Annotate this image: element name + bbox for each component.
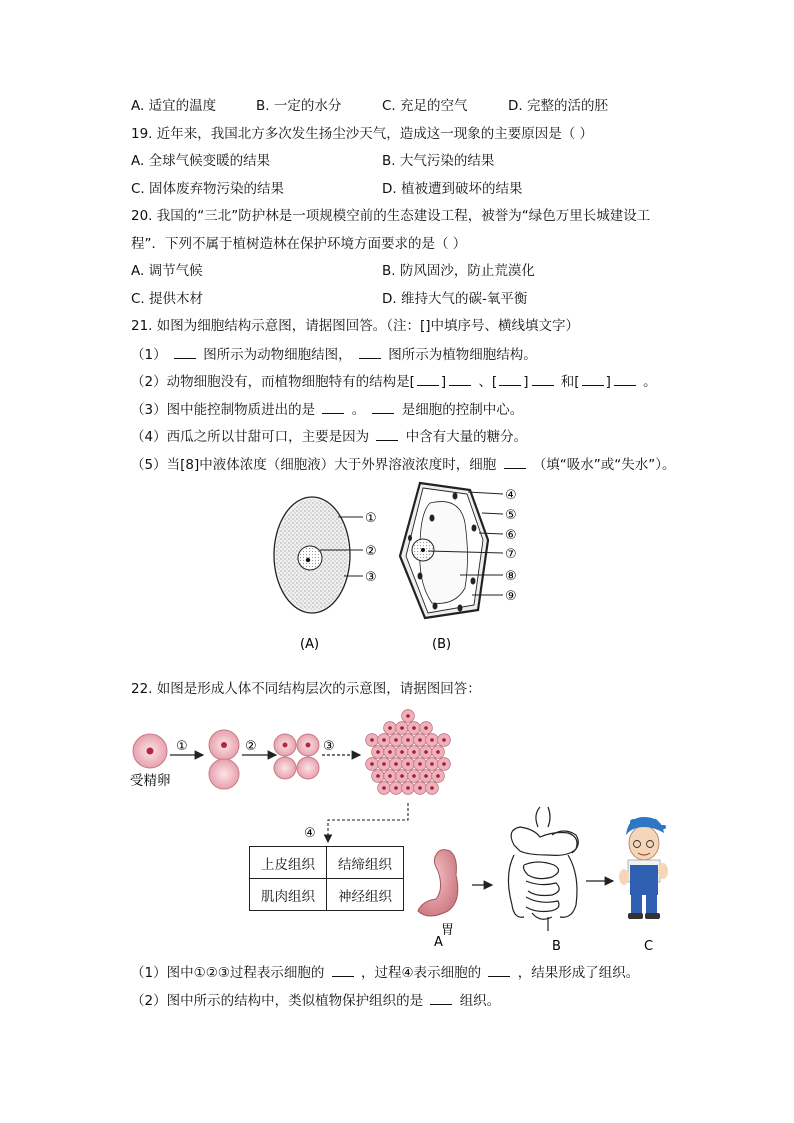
q22-sub1-text1: （1）图中①②③过程表示细胞的 <box>131 965 325 981</box>
cell-nucleus <box>412 726 416 730</box>
fertilized-egg-label: 受精卵 <box>130 773 171 789</box>
q19-option-a: A. 全球气候变暖的结果 <box>131 153 271 169</box>
label-7: ⑦ <box>505 547 517 562</box>
label-8: ⑧ <box>505 569 517 584</box>
cell-nucleus <box>430 786 434 790</box>
q21-sub2: （2）动物细胞没有，而植物细胞特有的结构是[ ] 、[ ] 和[ ] 。 <box>131 374 657 390</box>
tissue-connective: 结缔组织 <box>327 847 404 879</box>
cell-nucleus <box>388 750 392 754</box>
fertilized-egg <box>133 734 167 768</box>
q21-sub5-text2: （填“吸水”或“失水”）。 <box>532 457 676 473</box>
two-cells <box>209 730 239 789</box>
cell-nucleus <box>406 762 410 766</box>
q21-sub1 <box>131 345 537 364</box>
cell-structure-diagram <box>260 478 560 658</box>
q22-sub2-text2: 组织。 <box>459 993 501 1009</box>
q21-stem: 21. 如图为细胞结构示意图，请据图回答。（注：[]中填序号、横线填文字） <box>131 318 580 334</box>
cell-nucleus <box>400 726 404 730</box>
q22-sub1 <box>131 963 639 982</box>
q21-sub5-text1: （5）当[8]中液体浓度（细胞液）大于外界溶液浓度时，细胞 <box>131 457 497 473</box>
answer-blank[interactable] <box>417 372 439 386</box>
cell-nucleus <box>370 762 374 766</box>
answer-blank[interactable] <box>582 372 604 386</box>
label-5: ⑤ <box>505 508 517 523</box>
label-6: ⑥ <box>505 528 517 543</box>
cell-nucleus <box>406 738 410 742</box>
caption-b: (B) <box>432 637 452 652</box>
cell-nucleus <box>436 774 440 778</box>
label-2: ② <box>365 544 377 559</box>
q20-stem-line1: 20. 我国的“三北”防护林是一项规模空前的生态建设工程，被誉为“绿色万里长城建设工 <box>131 208 651 224</box>
q21-sub3-text3: 是细胞的控制中心。 <box>401 402 524 418</box>
four-cells <box>274 734 319 779</box>
answer-blank[interactable] <box>332 963 354 977</box>
cell-nucleus <box>430 762 434 766</box>
cell-nucleus <box>406 714 410 718</box>
tissue-muscle: 肌肉组织 <box>250 879 327 911</box>
label-1: ① <box>365 511 377 526</box>
answer-blank[interactable] <box>504 455 526 469</box>
q21-sub3-text2: 。 <box>351 402 366 418</box>
cell-nucleus <box>394 738 398 742</box>
cell-nucleus <box>424 774 428 778</box>
q21-sub1-num: （1） <box>131 347 167 363</box>
letter-b: B <box>552 939 561 954</box>
letter-c: C <box>644 939 654 954</box>
q20-option-d: D. 维持大气的碳-氧平衡 <box>382 291 528 307</box>
q19-option-d: D. 植被遭到破坏的结果 <box>382 181 523 197</box>
q21-sub2-text1: （2）动物细胞没有，而植物细胞特有的结构是[ <box>131 374 415 390</box>
cell-nucleus <box>388 774 392 778</box>
q20-stem-line2: 程”．下列不属于植树造林在保护环境方面要求的是（ ） <box>131 236 467 252</box>
cell-nucleus <box>376 750 380 754</box>
q21-sub3-text1: （3）图中能控制物质进出的是 <box>131 402 316 418</box>
q19-option-b: B. 大气污染的结果 <box>382 153 495 169</box>
cell-nucleus <box>400 774 404 778</box>
q20-option-c: C. 提供木材 <box>131 291 204 307</box>
plant-cell-b <box>400 483 503 618</box>
cell-nucleus <box>418 762 422 766</box>
cell-nucleus <box>376 774 380 778</box>
cell-nucleus <box>382 786 386 790</box>
stomach-organ <box>418 850 458 916</box>
tissue-epithelial: 上皮组织 <box>250 847 327 879</box>
step-3: ③ <box>323 739 335 754</box>
q21-sub4-text2: 中含有大量的糖分。 <box>405 429 528 445</box>
answer-blank[interactable] <box>488 963 510 977</box>
q21-sub2-text2: 、[ <box>478 374 498 390</box>
q21-sub4-text1: （4）西瓜之所以甘甜可口，主要是因为 <box>131 429 370 445</box>
digestive-system <box>508 807 578 931</box>
q22-stem: 22. 如图是形成人体不同结构层次的示意图，请据图回答： <box>131 681 481 697</box>
q18-option-a: A. 适宜的温度 <box>131 98 217 114</box>
cell-nucleus <box>424 750 428 754</box>
answer-blank[interactable] <box>614 372 636 386</box>
cell-nucleus <box>382 738 386 742</box>
q22-sub2-text1: （2）图中所示的结构中，类似植物保护组织的是 <box>131 993 424 1009</box>
stomach-label: 胃 <box>441 923 455 938</box>
q19-option-c: C. 固体废弃物污染的结果 <box>131 181 285 197</box>
cell-nucleus <box>442 762 446 766</box>
body-structure-diagram <box>128 705 673 955</box>
answer-blank[interactable] <box>322 400 344 414</box>
label-3: ③ <box>365 570 377 585</box>
q21-sub2-text3: 和[ <box>560 374 580 390</box>
cell-nucleus <box>370 738 374 742</box>
q22-sub1-text2: ，过程④表示细胞的 <box>361 965 482 981</box>
cell-nucleus <box>394 762 398 766</box>
q21-sub2-text4: 。 <box>643 374 657 390</box>
cell-nucleus <box>394 786 398 790</box>
cell-nucleus <box>412 774 416 778</box>
letter-a: A <box>434 935 443 950</box>
cell-nucleus <box>400 750 404 754</box>
q21-sub1-text2: 图所示为植物细胞结构。 <box>388 347 537 363</box>
answer-blank[interactable] <box>532 372 554 386</box>
q18-option-d: D. 完整的活的胚 <box>508 98 608 114</box>
cell-nucleus <box>412 750 416 754</box>
cell-nucleus <box>436 750 440 754</box>
caption-a: (A) <box>300 637 320 652</box>
person-figure <box>619 817 668 919</box>
step-2: ② <box>245 739 257 754</box>
step-4: ④ <box>304 826 316 841</box>
cell-nucleus <box>418 786 422 790</box>
cell-mass <box>366 710 451 795</box>
cell-nucleus <box>382 762 386 766</box>
q21-sub3 <box>131 400 523 419</box>
answer-blank[interactable] <box>376 427 398 441</box>
answer-blank[interactable] <box>372 400 394 414</box>
answer-blank[interactable] <box>359 345 381 359</box>
answer-blank[interactable] <box>174 345 196 359</box>
q18-option-c: C. 充足的空气 <box>382 98 468 114</box>
q18-option-b: B. 一定的水分 <box>256 98 342 114</box>
q20-option-b: B. 防风固沙，防止荒漠化 <box>382 263 535 279</box>
answer-blank[interactable] <box>430 991 452 1005</box>
cell-nucleus <box>406 786 410 790</box>
q21-sub4 <box>131 427 527 446</box>
q20-option-a: A. 调节气候 <box>131 263 203 279</box>
cell-nucleus <box>430 738 434 742</box>
q22-sub2 <box>131 991 500 1010</box>
label-9: ⑨ <box>505 589 517 604</box>
q22-sub1-text3: ，结果形成了组织。 <box>517 965 640 981</box>
tissue-table <box>249 846 404 911</box>
step-1: ① <box>176 739 188 754</box>
cell-nucleus <box>388 726 392 730</box>
animal-cell-a <box>274 497 363 613</box>
cell-nucleus <box>418 738 422 742</box>
tissue-nerve: 神经组织 <box>327 879 404 911</box>
q21-sub5 <box>131 455 676 474</box>
answer-blank[interactable] <box>449 372 471 386</box>
q19-stem: 19. 近年来，我国北方多次发生扬尘沙天气，造成这一现象的主要原因是（ ） <box>131 126 594 142</box>
cell-nucleus <box>442 738 446 742</box>
cell-nucleus <box>424 726 428 730</box>
q21-sub1-text1: 图所示为动物细胞结图， <box>203 347 352 363</box>
answer-blank[interactable] <box>499 372 521 386</box>
label-4: ④ <box>505 488 517 503</box>
